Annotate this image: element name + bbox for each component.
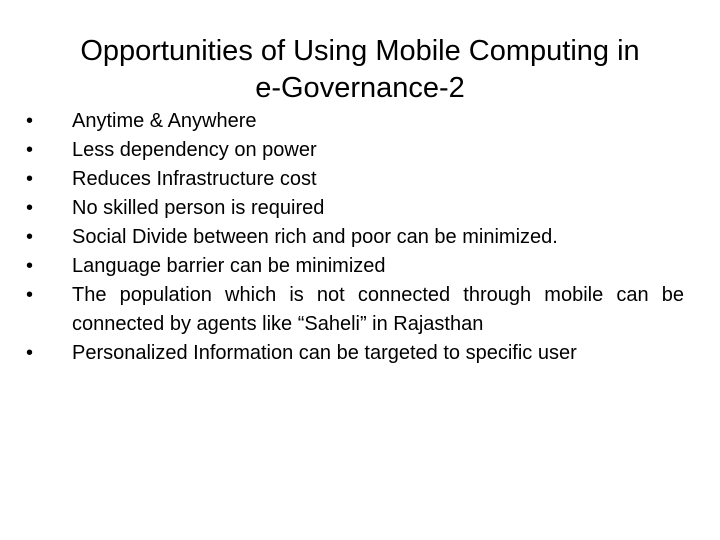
slide-title	[36, 33, 684, 107]
bullet-item	[24, 252, 684, 281]
slide-title-line-1: Opportunities of Using Mobile Computing in	[80, 35, 640, 67]
bullet-item	[24, 339, 684, 368]
bullet-item	[24, 223, 684, 252]
bullet-dot-icon: •	[26, 284, 34, 306]
bullet-dot-icon: •	[26, 255, 34, 277]
bullet-dot-icon: •	[26, 342, 34, 364]
bullet-dot-icon: •	[26, 197, 34, 219]
bullet-dot-icon: •	[26, 110, 34, 132]
bullet-text: No skilled person is required	[72, 197, 325, 219]
bullet-item	[24, 194, 684, 223]
bullet-text: Language barrier can be minimized	[72, 255, 386, 277]
bullet-item	[24, 281, 684, 339]
bullet-text: Reduces Infrastructure cost	[72, 168, 317, 190]
bullet-dot-icon: •	[26, 226, 34, 248]
bullet-item	[24, 136, 684, 165]
bullet-text: Social Divide between rich and poor can be minimized.	[72, 226, 558, 248]
slide-title-line-2: e-Governance-2	[255, 72, 465, 104]
bullet-item	[24, 165, 684, 194]
bullet-list	[24, 107, 684, 368]
bullet-text: Anytime & Anywhere	[72, 110, 257, 132]
bullet-text: The population which is not connected through mobile can be connected by agents like “Saheli” in Rajasthan	[72, 284, 684, 335]
bullet-text: Personalized Information can be targeted to specific user	[72, 342, 577, 364]
bullet-dot-icon: •	[26, 168, 34, 190]
bullet-dot-icon: •	[26, 139, 34, 161]
bullet-text: Less dependency on power	[72, 139, 317, 161]
bullet-item	[24, 107, 684, 136]
